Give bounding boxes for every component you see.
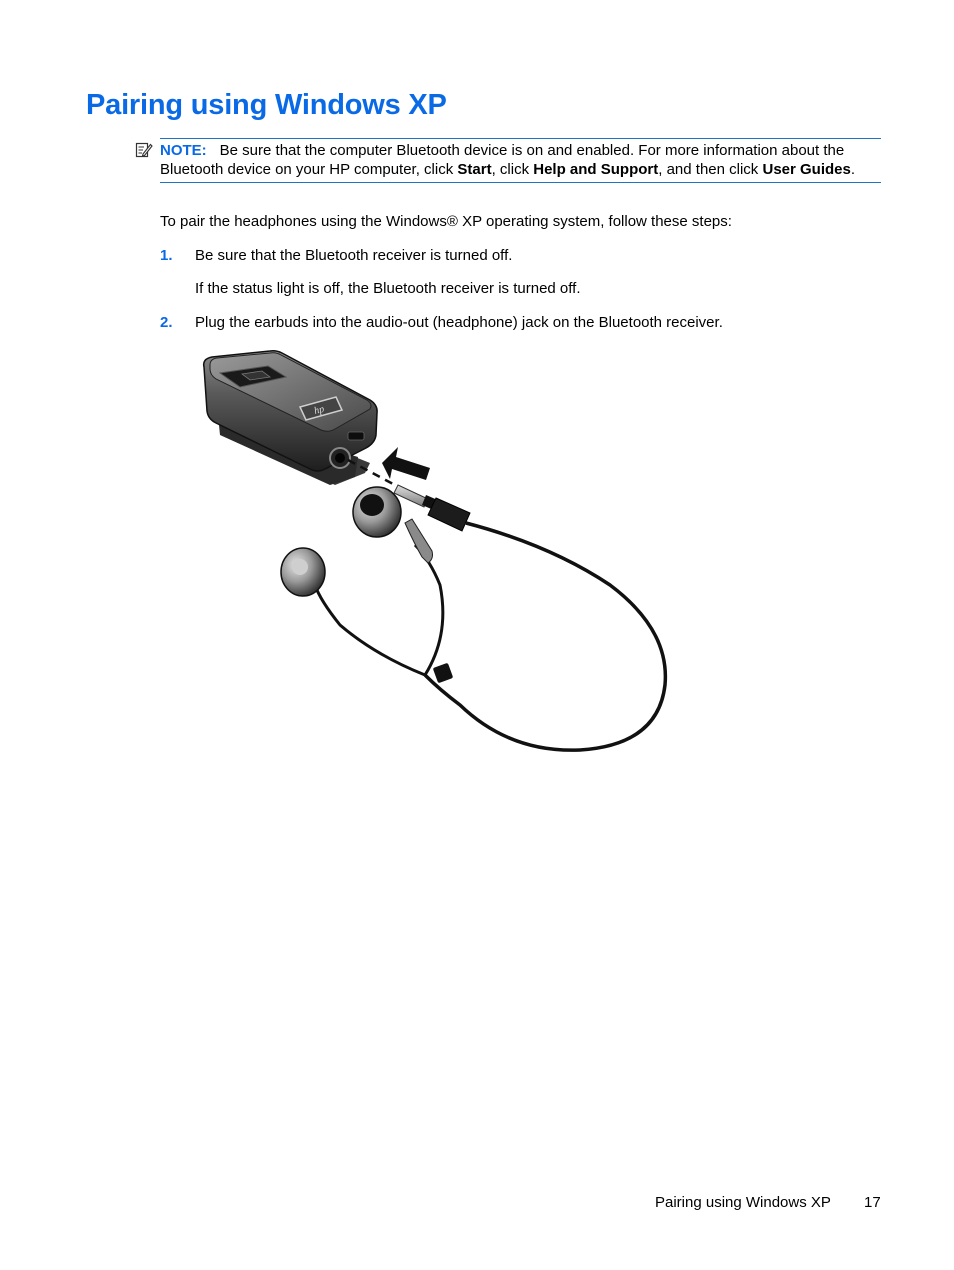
note-label: NOTE: bbox=[160, 142, 207, 159]
hp-logo: hp bbox=[312, 403, 326, 417]
page-title: Pairing using Windows XP bbox=[86, 89, 447, 121]
intro-paragraph: To pair the headphones using the Windows® XP operating system, follow these steps: bbox=[160, 213, 732, 230]
note-text-click: , click bbox=[491, 161, 534, 178]
note-text: Be sure that the computer Bluetooth device is on and enabled. For more information about the Bluetooth device on your HP computer, click bbox=[160, 142, 845, 178]
note-box bbox=[160, 138, 881, 183]
cable-branch-right bbox=[415, 545, 443, 675]
note-pencil-icon bbox=[135, 141, 153, 159]
bluetooth-receiver bbox=[204, 351, 377, 485]
note-start-term: Start bbox=[457, 161, 492, 178]
note-help-support-term: Help and Support bbox=[533, 161, 659, 178]
step-1-text: Be sure that the Bluetooth receiver is turned off. bbox=[195, 247, 513, 264]
step-2-text: Plug the earbuds into the audio-out (headphone) jack on the Bluetooth receiver. bbox=[195, 314, 723, 331]
note-period: . bbox=[850, 161, 856, 178]
earbud-left bbox=[281, 548, 325, 596]
insert-arrow-icon bbox=[382, 447, 430, 480]
cable-branch-left bbox=[315, 585, 425, 675]
note-text-then: , and then click bbox=[658, 161, 763, 178]
step-1-number: 1. bbox=[160, 247, 173, 264]
cable bbox=[425, 523, 665, 750]
cable-slider bbox=[433, 663, 454, 684]
note-user-guides-term: User Guides bbox=[762, 161, 851, 178]
receiver-earbuds-illustration bbox=[190, 345, 680, 765]
footer-section-title: Pairing using Windows XP bbox=[655, 1194, 831, 1211]
step-2-number: 2. bbox=[160, 314, 173, 331]
step-1-detail: If the status light is off, the Bluetooth receiver is turned off. bbox=[195, 280, 581, 297]
footer-page-number: 17 bbox=[864, 1194, 881, 1211]
